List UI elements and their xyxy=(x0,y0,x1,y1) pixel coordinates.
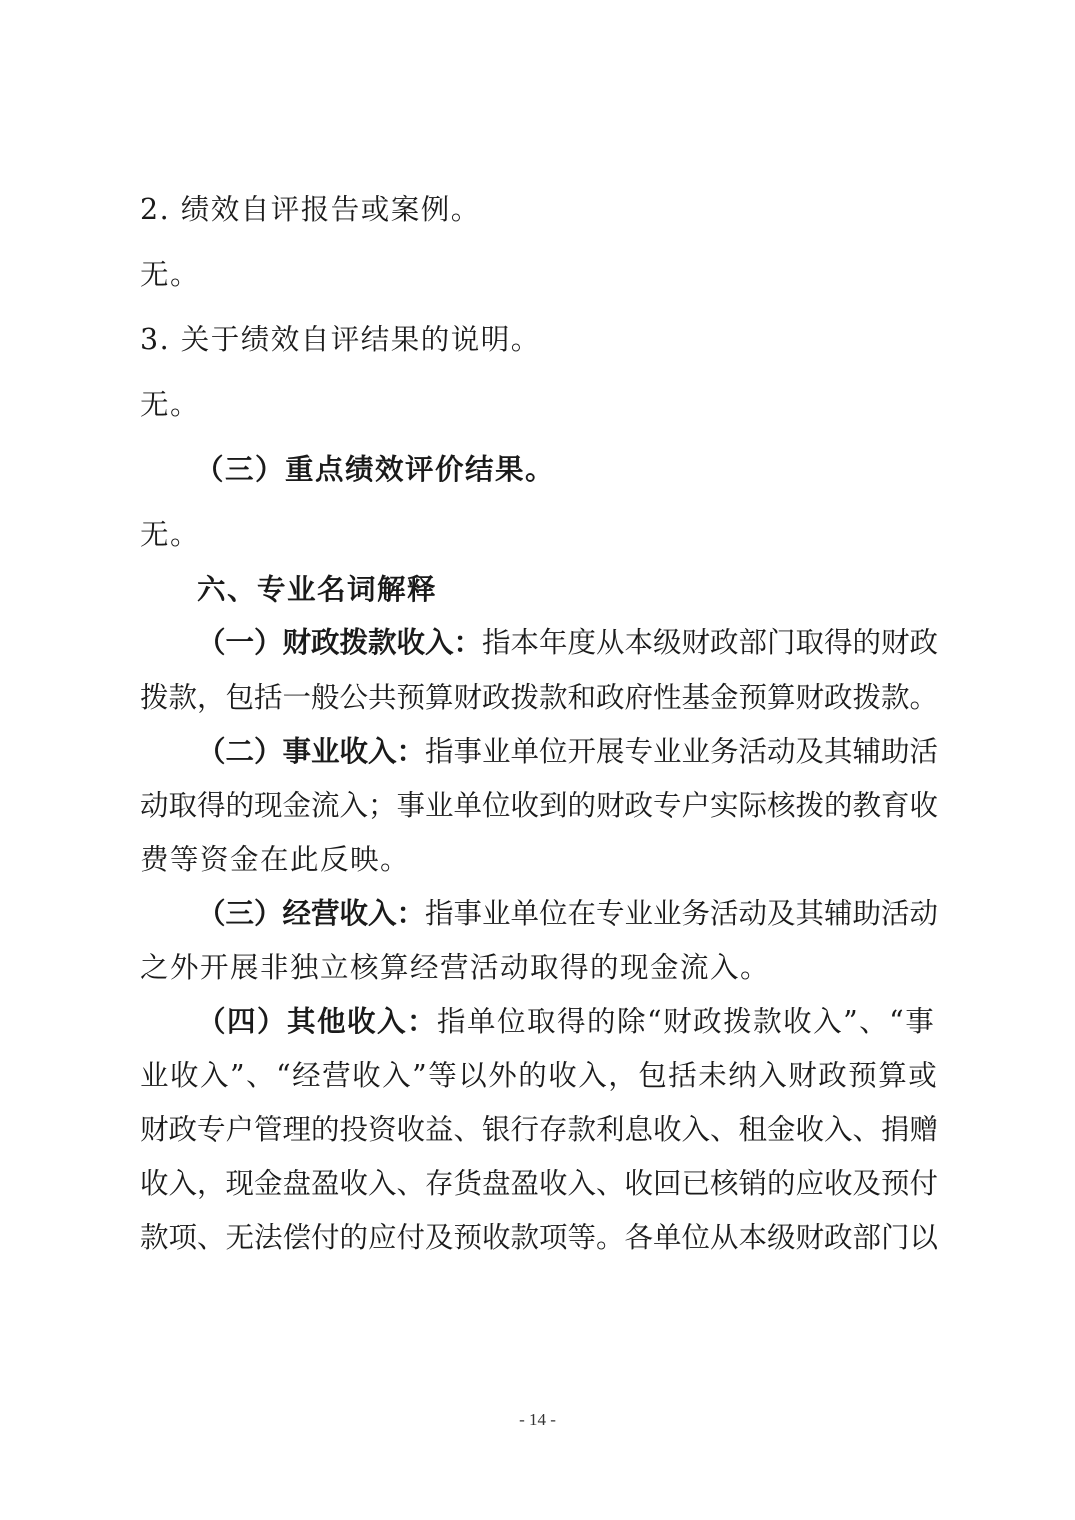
glossary-item-1 xyxy=(197,623,940,663)
text-line: 之外开展非独立核算经营活动取得的现金流入。 xyxy=(140,951,771,984)
text-line: 业收入”、“经营收入”等以外的收入，包括未纳入财政预算或 xyxy=(140,1059,939,1092)
glossary-item-3 xyxy=(197,894,940,934)
glossary-term: （二）事业收入： xyxy=(197,735,426,768)
item-2-heading: 2. 绩效自评报告或案例。 xyxy=(140,193,481,226)
text-line: 款项、无法偿付的应付及预收款项等。各单位从本级财政部门以 xyxy=(140,1221,939,1254)
item-2-content: 无。 xyxy=(140,258,201,291)
text-line: 费等资金在此反映。 xyxy=(140,843,411,876)
glossary-definition: 指单位取得的除“财政拨款收入”、“事 xyxy=(437,1005,936,1038)
glossary-item-4 xyxy=(197,1002,940,1042)
text-line: 财政专户管理的投资收益、银行存款利息收入、租金收入、捐赠 xyxy=(140,1113,939,1146)
glossary-term: （三）经营收入： xyxy=(197,897,426,930)
page-number: - 14 - xyxy=(519,1410,556,1429)
text-line: 动取得的现金流入；事业单位收到的财政专户实际核拨的教育收 xyxy=(140,789,939,822)
text-line: 收入，现金盘盈收入、存货盘盈收入、收回已核销的应收及预付 xyxy=(140,1167,939,1200)
chapter-heading-glossary: 六、专业名词解释 xyxy=(197,573,438,606)
glossary-term: （一）财政拨款收入： xyxy=(197,626,483,659)
glossary-definition: 指事业单位开展专业业务活动及其辅助活 xyxy=(425,735,939,768)
glossary-definition: 指本年度从本级财政部门取得的财政 xyxy=(482,626,939,659)
item-3-heading: 3. 关于绩效自评结果的说明。 xyxy=(140,323,541,356)
glossary-item-2 xyxy=(197,732,940,772)
glossary-term: （四）其他收入： xyxy=(197,1005,438,1038)
text-line: 拨款，包括一般公共预算财政拨款和政府性基金预算财政拨款。 xyxy=(140,681,939,714)
item-3-content: 无。 xyxy=(140,388,201,421)
key-evaluation-content: 无。 xyxy=(140,518,201,551)
section-heading-key-evaluation: （三）重点绩效评价结果。 xyxy=(195,453,556,486)
glossary-definition: 指事业单位在专业业务活动及其辅助活动 xyxy=(425,897,939,930)
